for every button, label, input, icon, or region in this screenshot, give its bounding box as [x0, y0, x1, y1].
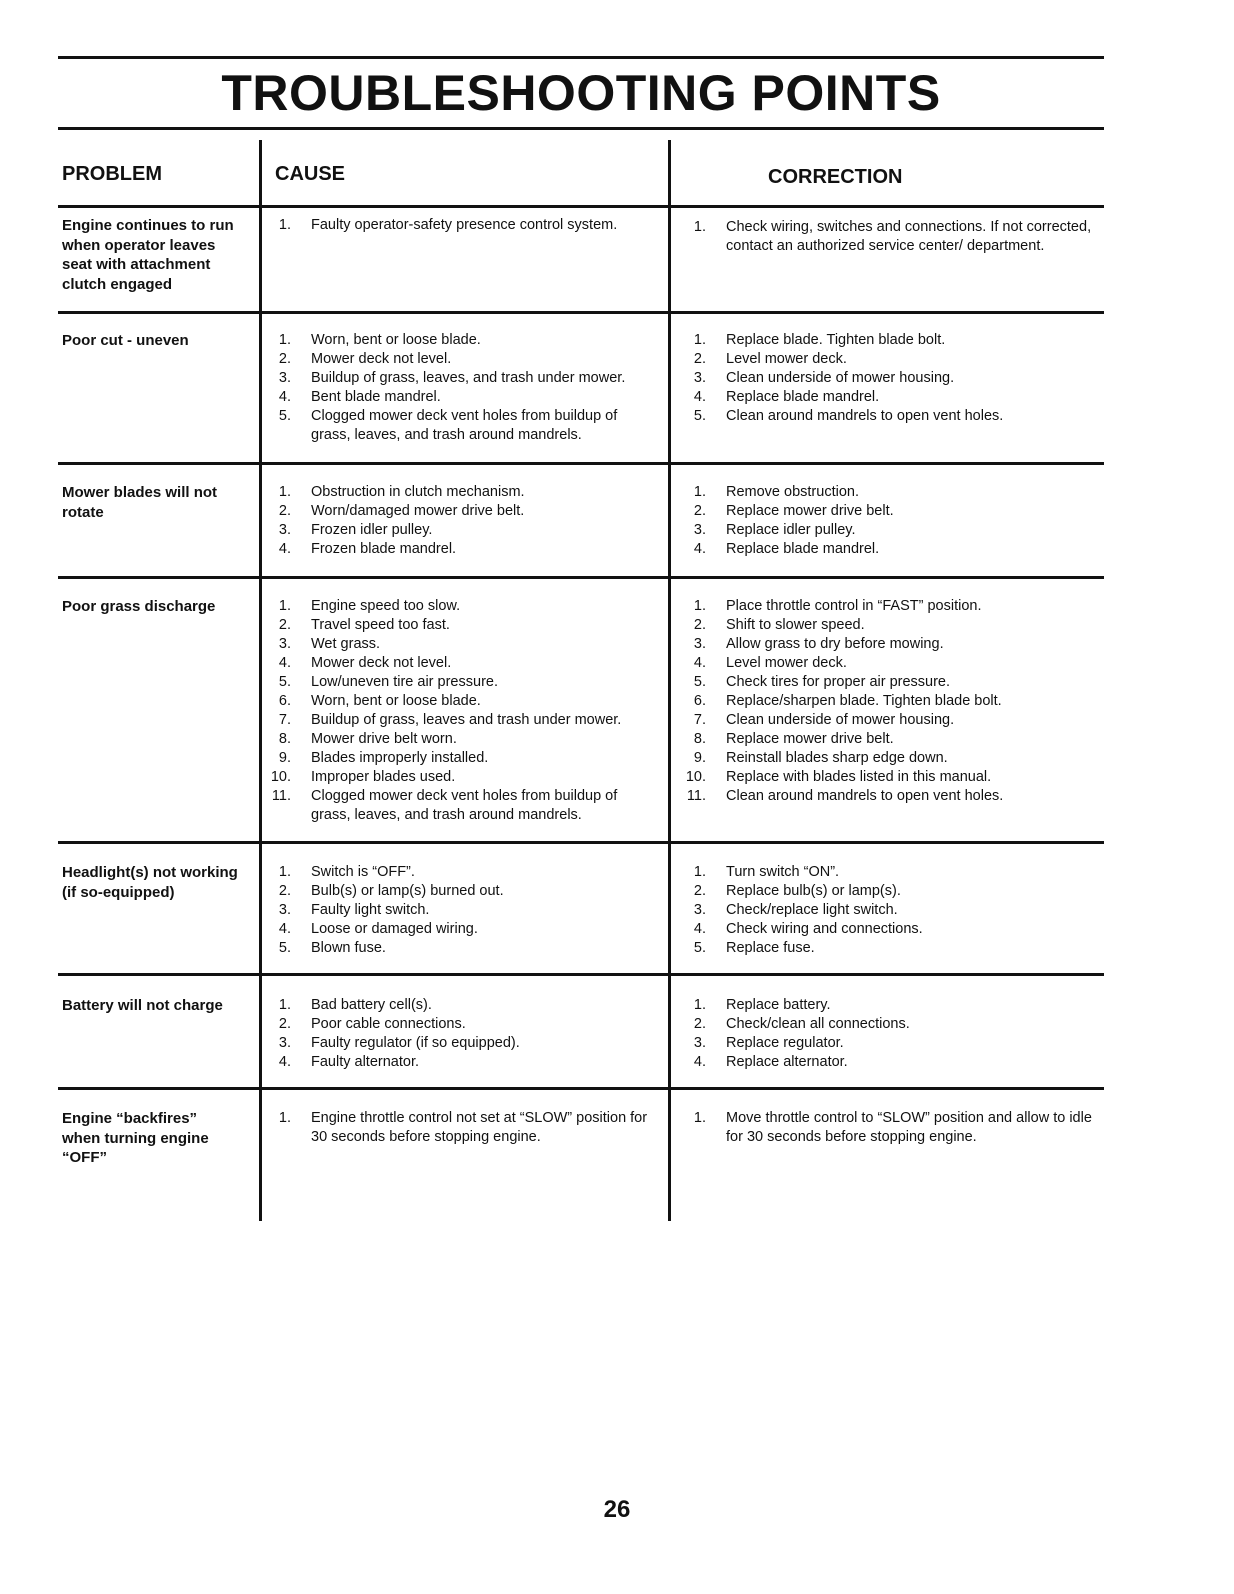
list-item: 2. Poor cable connections.: [278, 1016, 466, 1032]
correction-list: [680, 483, 1100, 559]
list-item: 2. Replace bulb(s) or lamp(s).: [693, 883, 901, 899]
list-item: 5. Clean around mandrels to open vent holes.: [693, 408, 1004, 424]
list-item: 4. Replace blade mandrel.: [693, 541, 880, 557]
list-item: 1. Switch is “OFF”.: [278, 864, 415, 880]
list-item: 7. Buildup of grass, leaves and trash under mower.: [278, 712, 622, 728]
list-item: 3. Clean underside of mower housing.: [693, 370, 955, 386]
list-item: 3. Frozen idler pulley.: [278, 522, 433, 538]
list-item: 4. Bent blade mandrel.: [278, 389, 441, 405]
problem-text: Poor grass discharge: [62, 598, 216, 615]
list-item: 1. Worn, bent or loose blade.: [278, 332, 481, 348]
list-item: 1. Bad battery cell(s).: [278, 997, 432, 1013]
cause-list: [265, 996, 660, 1072]
cause-list: [265, 597, 660, 825]
list-item: 5. Replace fuse.: [693, 940, 815, 956]
list-item: 4. Replace alternator.: [693, 1054, 848, 1070]
row-rule: [58, 973, 1104, 976]
list-item: 11. Clogged mower deck vent holes from buildup of grass, leaves, and trash around mandrels.: [271, 788, 618, 823]
list-item: 4. Faulty alternator.: [278, 1054, 419, 1070]
page-title: TROUBLESHOOTING POINTS: [221, 65, 941, 121]
correction-list: [680, 218, 1100, 256]
list-item: 4. Frozen blade mandrel.: [278, 541, 457, 557]
list-item: 8. Mower drive belt worn.: [278, 731, 457, 747]
list-item: 3. Faulty regulator (if so equipped).: [278, 1035, 520, 1051]
list-item: 3. Faulty light switch.: [278, 902, 430, 918]
list-item: 4. Check wiring and connections.: [693, 921, 923, 937]
problem-text: Engine “backfires” when turning engine “OFF”: [62, 1110, 209, 1166]
row-rule: [58, 576, 1104, 579]
list-item: 5. Blown fuse.: [278, 940, 386, 956]
correction-list: [680, 1109, 1100, 1147]
list-item: 5. Clogged mower deck vent holes from buildup of grass, leaves, and trash around mandrels.: [278, 408, 618, 443]
list-item: 9. Reinstall blades sharp edge down.: [693, 750, 948, 766]
list-item: 1. Remove obstruction.: [693, 484, 859, 500]
list-item: 4. Level mower deck.: [693, 655, 847, 671]
list-item: 1. Engine speed too slow.: [278, 598, 461, 614]
list-item: 5. Low/uneven tire air pressure.: [278, 674, 498, 690]
list-item: 6. Worn, bent or loose blade.: [278, 693, 481, 709]
list-item: 1. Faulty operator-safety presence control system.: [278, 217, 618, 233]
list-item: 1. Place throttle control in “FAST” position.: [693, 598, 982, 614]
list-item: 2. Check/clean all connections.: [693, 1016, 910, 1032]
list-item: 4. Loose or damaged wiring.: [278, 921, 478, 937]
row-rule: [58, 1087, 1104, 1090]
correction-list: [680, 597, 1100, 806]
list-item: 10. Improper blades used.: [270, 769, 456, 785]
page-number: 26: [603, 1496, 631, 1523]
list-item: 2. Worn/damaged mower drive belt.: [278, 503, 525, 519]
list-item: 1. Replace battery.: [693, 997, 831, 1013]
title-bottom-rule: [58, 127, 1104, 130]
list-item: 4. Mower deck not level.: [278, 655, 452, 671]
column-header-cause: CAUSE: [275, 163, 346, 185]
list-item: 3. Replace idler pulley.: [693, 522, 856, 538]
list-item: 2. Level mower deck.: [693, 351, 847, 367]
list-item: 2. Replace mower drive belt.: [693, 503, 894, 519]
list-item: 2. Bulb(s) or lamp(s) burned out.: [278, 883, 504, 899]
cause-correction-divider: [668, 140, 671, 1221]
column-header-correction: CORRECTION: [768, 166, 903, 188]
correction-list: [680, 996, 1100, 1072]
list-item: 7. Clean underside of mower housing.: [693, 712, 955, 728]
list-item: 6. Replace/sharpen blade. Tighten blade bolt.: [693, 693, 1002, 709]
row-rule: [58, 311, 1104, 314]
row-rule: [58, 841, 1104, 844]
list-item: 1. Obstruction in clutch mechanism.: [278, 484, 525, 500]
list-item: 3. Allow grass to dry before mowing.: [693, 636, 944, 652]
cause-list: [265, 216, 660, 235]
row-rule: [58, 205, 1104, 208]
list-item: 10. Replace with blades listed in this manual.: [685, 769, 992, 785]
list-item: 8. Replace mower drive belt.: [693, 731, 894, 747]
problem-text: Battery will not charge: [62, 997, 223, 1014]
cause-list: [265, 483, 660, 559]
list-item: 3. Check/replace light switch.: [693, 902, 898, 918]
list-item: 1. Turn switch “ON”.: [693, 864, 840, 880]
list-item: 1. Replace blade. Tighten blade bolt.: [693, 332, 946, 348]
problem-text: Mower blades will not rotate: [62, 484, 218, 521]
list-item: 5. Check tires for proper air pressure.: [693, 674, 951, 690]
cause-list: [265, 863, 660, 958]
problem-text: Poor cut - uneven: [62, 332, 189, 349]
list-item: 2. Mower deck not level.: [278, 351, 452, 367]
title-top-rule: [58, 56, 1104, 59]
list-item: 11. Clean around mandrels to open vent holes.: [686, 788, 1004, 804]
problem-cause-divider: [259, 140, 262, 1221]
cause-list: [265, 1109, 660, 1147]
correction-list: [680, 331, 1100, 426]
list-item: 4. Replace blade mandrel.: [693, 389, 880, 405]
list-item: 9. Blades improperly installed.: [278, 750, 489, 766]
problem-text: Headlight(s) not working (if so-equipped): [62, 864, 238, 901]
list-item: 2. Travel speed too fast.: [278, 617, 450, 633]
list-item: 1. Engine throttle control not set at “SLOW” position for 30 seconds before stopping engine.: [278, 1110, 648, 1145]
column-header-problem: PROBLEM: [62, 163, 162, 185]
list-item: 1. Move throttle control to “SLOW” position and allow to idle for 30 seconds before stopping engine.: [693, 1110, 1092, 1145]
list-item: 1. Check wiring, switches and connections. If not corrected, contact an authorized service center/ department.: [693, 219, 1092, 254]
list-item: 3. Wet grass.: [278, 636, 381, 652]
problem-text: Engine continues to run when operator leaves seat with attachment clutch engaged: [62, 217, 234, 293]
list-item: 3. Buildup of grass, leaves, and trash under mower.: [278, 370, 626, 386]
list-item: 2. Shift to slower speed.: [693, 617, 865, 633]
list-item: 3. Replace regulator.: [693, 1035, 844, 1051]
correction-list: [680, 863, 1100, 958]
cause-list: [265, 331, 660, 445]
row-rule: [58, 462, 1104, 465]
